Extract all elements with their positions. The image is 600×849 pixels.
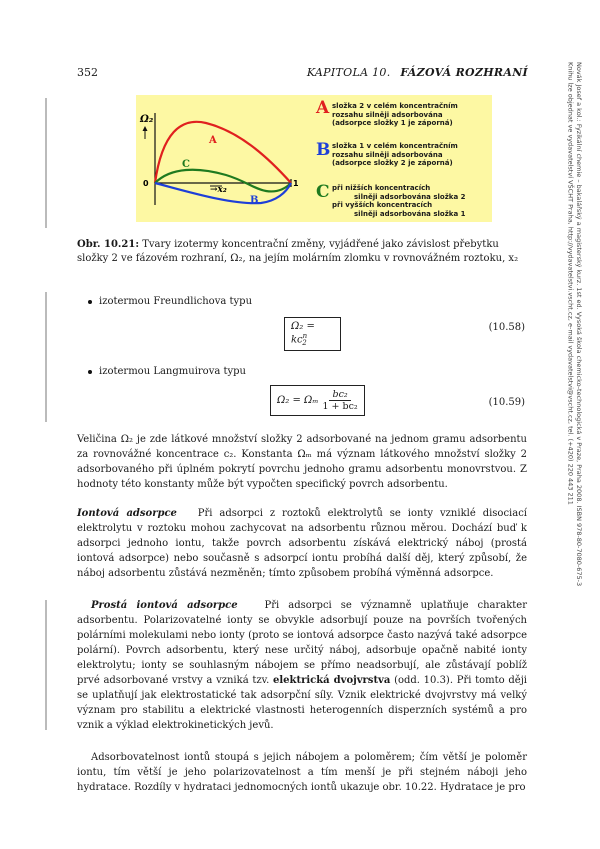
legend-c-line: silněji adsorbována složka 2: [354, 192, 466, 201]
bullet-text: izotermou Langmuirova typu: [99, 366, 246, 377]
origin-label: 0: [143, 179, 149, 188]
paragraph-adsorbability: Adsorbovatelnost iontů stoupá s jejich nábojem a poloměrem; čím větší je poloměr iontu, tím větší je jeho polarizovatelnost a tím menší je při stejném náboji jeho hydratace. Rozdíly v hydrataci jednomocných iontů ukazuje obr. 10.22. Hydratace je pro: [77, 752, 527, 793]
figure-caption: [77, 238, 527, 266]
bullet-text: izotermou Freundlichova typu: [99, 296, 253, 307]
equation-10-59: [270, 385, 365, 416]
legend-c-line: při nižších koncentracích: [332, 184, 431, 192]
bullet-item: [88, 366, 246, 377]
side-note-line-2: Knihu lze objednat ve vydavatelství VŠCHT Praha, http://vydavatelstvi.vscht.cz, e-mail vydavatelstvi@vscht.cz, tel. (+420) 220 443 211: [566, 62, 575, 505]
legend-b-line: složka 1 v celém koncentračním: [332, 142, 458, 150]
legend-letter-c: C: [316, 182, 330, 202]
chapter-number: KAPITOLA 10.: [306, 66, 391, 79]
equation-number: (10.58): [488, 322, 525, 333]
caption-label: Obr. 10.21:: [77, 239, 140, 250]
running-head: [307, 66, 528, 79]
bullet-icon: [88, 370, 92, 374]
margin-change-bar: [45, 600, 47, 730]
side-note-line-1: Novák Josef a kol.: Fyzikální chemie – bakalářský a magisterský kurz. 1st ed. Vysoká škola chemicko-technologická v Praze, Praha 2008. ISBN 978-80-7080-675-3: [575, 62, 583, 587]
bullet-item: [88, 296, 252, 307]
equation-denominator: 1 + bc₂: [322, 401, 358, 412]
equation-lhs: Ω₂ = Ωₘ: [277, 395, 319, 406]
margin-change-bar: [45, 98, 47, 228]
y-arrowhead-icon: [143, 126, 148, 131]
curve-b-label: B: [250, 195, 259, 206]
run-in-heading: Prostá iontová adsorpce: [91, 600, 238, 611]
caption-text: Tvary izotermy koncentrační změny, vyjádřené jako závislost přebytku složky 2 ve fázovém rozhraní, Ω₂, na jejím molárním zlomku v rovnovážném roztoku, x₂: [77, 239, 519, 264]
page-number: 352: [77, 66, 98, 79]
legend-a-line: (adsorpce složky 1 je záporná): [332, 119, 453, 127]
legend-c-line: silněji adsorbována složka 1: [354, 209, 466, 218]
curve-c-label: C: [182, 159, 190, 170]
paragraph-ionic-adsorption: [77, 506, 527, 581]
equation-lhs: Ω₂ = kc: [291, 321, 315, 346]
paragraph-langmuir-explanation: Veličina Ω₂ je zde látkové množství složky 2 adsorbované na jednom gramu adsorbentu za rovnovážné koncentrace c₂. Konstanta Ωₘ má význam látkového množství složky 2 adsorbovaného při úplném pokrytí povrchu jednoho gramu adsorbentu monovrstvou. Z hodnoty této konstanty může být vypočten specifický povrch adsorbentu.: [77, 434, 527, 490]
legend-letter-b: B: [316, 140, 331, 160]
margin-change-bar: [45, 292, 47, 422]
y-axis-label: Ω₂: [140, 114, 154, 125]
paragraph-text: Při adsorpci se významně uplatňuje charakter adsorbentu. Polarizovatelné ionty se obvykle adsorbují pouze na površích tvořených polárními molekulami nebo ionty (proto se iontová adsorpce často nazývá také adsorpce polární). Povrch adsorbentu, který nese určitý náboj, adsorbuje opačně nabité ionty elektrolytu; ionty se souhlasným nábojem se přímo neadsorbují, ale zůstávají poblíž prvé adsorbované vrstvy a vzniká tzv.: [77, 600, 527, 686]
paragraph-text: Při adsorpci z roztoků elektrolytů se ionty vzniklé disociací elektrolytu v roztoku mohou zachycovat na adsorbentu různou měrou. Dochází buď k adsorpci jednoho iontu, takže povrch adsorbentu získává elektrický náboj (prostá iontová adsorpce) nebo současně s adsorpcí iontu probíhá další děj, který způsobí, že náboj adsorbentu zůstává nezměněn; tímto způsobem probíhá výměnná adsorpce.: [77, 508, 527, 579]
legend-letter-a: A: [316, 98, 330, 118]
paragraph-simple-ionic-adsorption: [77, 598, 527, 733]
x-end-label: 1: [293, 179, 299, 188]
bullet-icon: [88, 300, 92, 304]
legend-a-line: rozsahu silněji adsorbována: [332, 110, 443, 119]
run-in-heading: Iontová adsorpce: [77, 508, 177, 519]
legend-a-line: složka 2 v celém koncentračním: [332, 102, 458, 110]
bold-term: elektrická dvojvrstva: [273, 675, 391, 686]
legend-c-line: při vyšších koncentracích: [332, 201, 433, 209]
legend-b-line: rozsahu silněji adsorbována: [332, 150, 443, 159]
chapter-title: FÁZOVÁ ROZHRANÍ: [400, 66, 528, 79]
curve-a-label: A: [209, 135, 217, 146]
paragraph-text: (odd. 10.3). Při tomto ději se uplatňují jak elektrostatické tak adsorpční síly. Vznik elektrické dvojvrstvy má velký význam pro stabilitu a elektrické vlastnosti heterogenních disperzních systémů a pro vznik a výklad elektrokinetických jevů.: [77, 675, 527, 731]
equation-number: (10.59): [488, 397, 525, 408]
equation-10-58: $\Omega_2 = kc^n_2$: [284, 317, 341, 351]
figure-isotherm-shapes: [136, 95, 492, 222]
side-citation-note: [566, 62, 583, 587]
x-axis-label: →x₂: [210, 185, 227, 195]
legend-b-line: (adsorpce složky 2 je záporná): [332, 159, 453, 167]
equation-numerator: bc₂: [329, 389, 350, 401]
